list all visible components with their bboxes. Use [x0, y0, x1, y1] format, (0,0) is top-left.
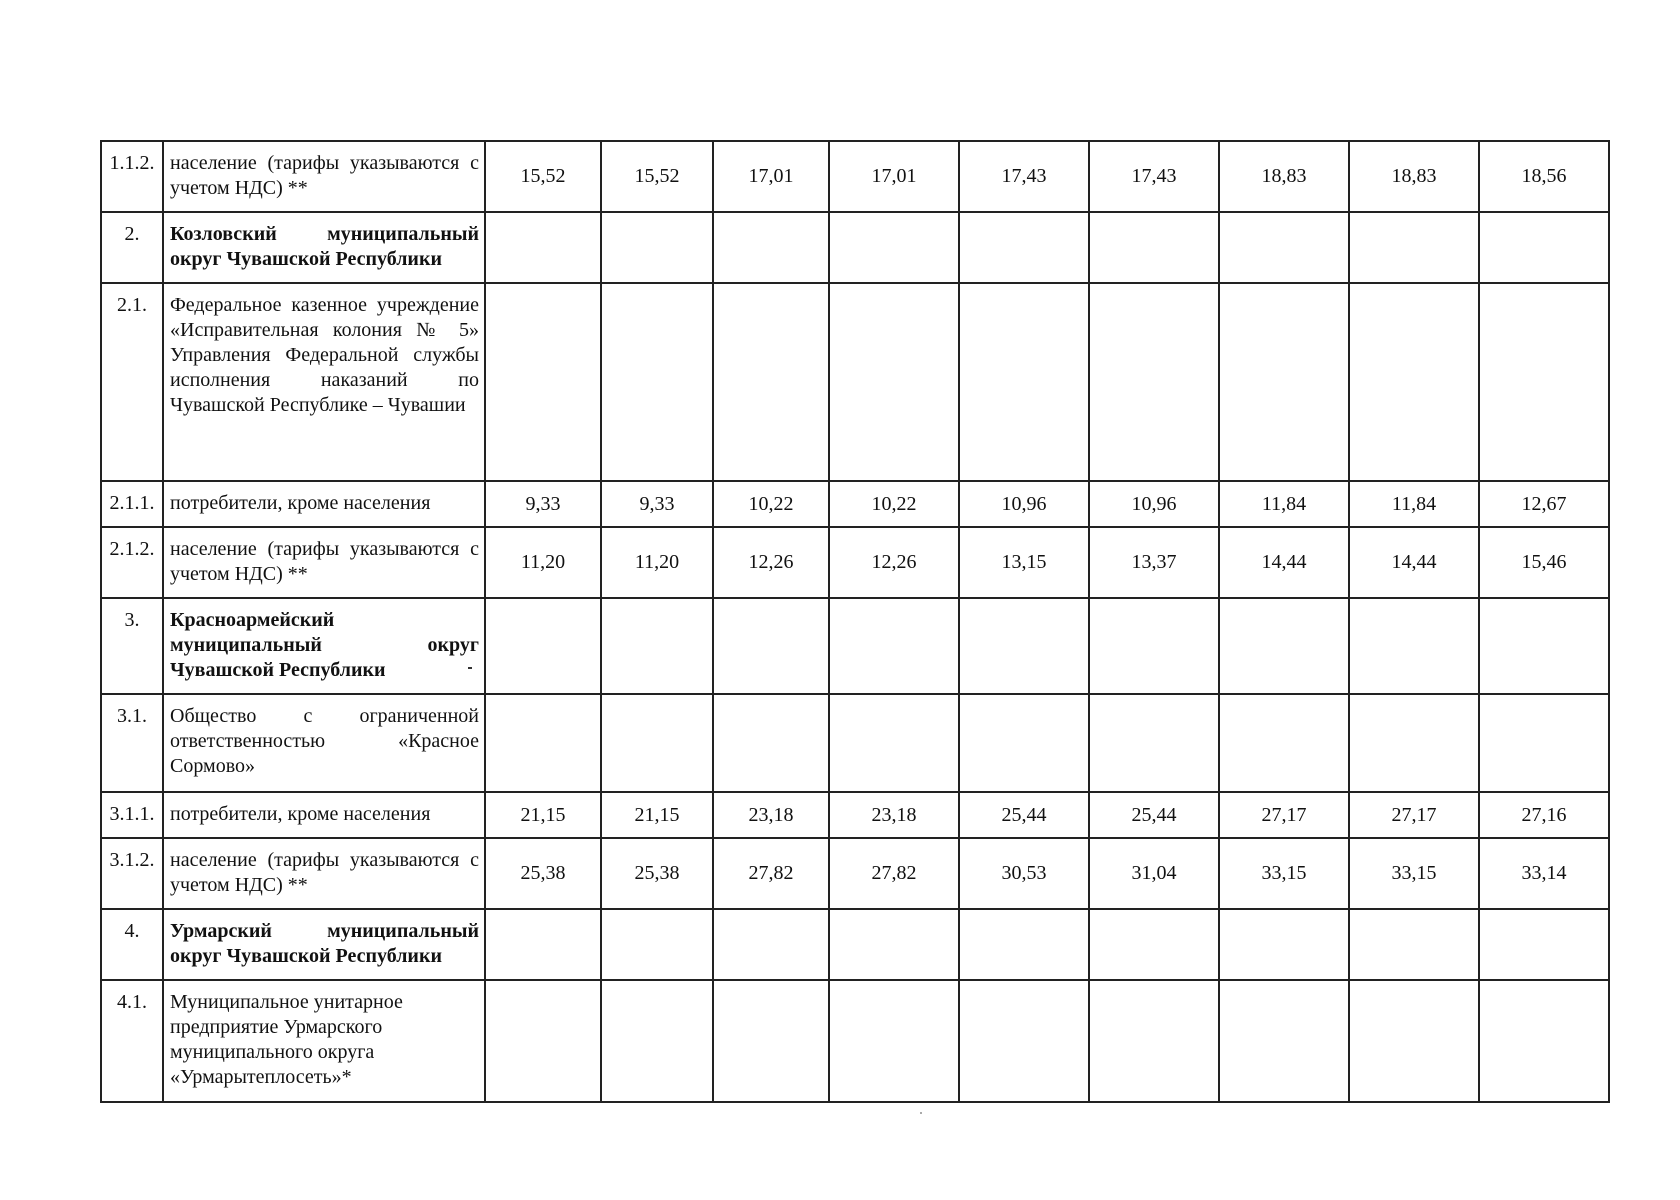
tariff-value: [1219, 694, 1349, 792]
tariff-value: [713, 283, 829, 481]
row-number: 3.1.: [101, 694, 163, 792]
tariff-value: 17,01: [829, 141, 959, 212]
tariff-value: [485, 694, 601, 792]
tariff-value: [829, 980, 959, 1102]
tariff-value: 25,38: [485, 838, 601, 909]
tariff-value: [1479, 694, 1609, 792]
tariff-value: [1089, 909, 1219, 980]
tariff-value: [1219, 283, 1349, 481]
tariff-value: [713, 909, 829, 980]
tariff-value: [1349, 694, 1479, 792]
tariff-value: 13,15: [959, 527, 1089, 598]
table-row: [101, 694, 1609, 792]
tariff-value: [485, 980, 601, 1102]
tariff-value: [485, 283, 601, 481]
tariff-value: [601, 598, 713, 694]
tariff-value: [1219, 980, 1349, 1102]
row-number: 4.1.: [101, 980, 163, 1102]
tariff-value: 33,14: [1479, 838, 1609, 909]
tariff-value: [1219, 909, 1349, 980]
row-name: Федеральное казенное учреждение «Исправительная колония № 5» Управления Федеральной службы исполнения наказаний по Чувашской Республике – Чувашии: [163, 283, 485, 481]
tariff-value: [829, 909, 959, 980]
tariff-value: 11,20: [601, 527, 713, 598]
tariff-value: [713, 212, 829, 283]
tariff-value: [1349, 212, 1479, 283]
tariff-value: [713, 598, 829, 694]
tariff-value: [1219, 598, 1349, 694]
table-row: [101, 283, 1609, 481]
table-row: [101, 838, 1609, 909]
row-name: потребители, кроме населения: [163, 481, 485, 527]
tariff-value: [959, 980, 1089, 1102]
tariff-value: 15,52: [485, 141, 601, 212]
tariff-value: 15,52: [601, 141, 713, 212]
tariff-value: 27,82: [713, 838, 829, 909]
tariff-value: 10,96: [1089, 481, 1219, 527]
tariff-value: [1479, 212, 1609, 283]
tariff-value: [1349, 980, 1479, 1102]
tariff-value: 11,84: [1349, 481, 1479, 527]
row-number: 3.1.1.: [101, 792, 163, 838]
tariff-value: [485, 909, 601, 980]
scan-speck: [920, 1112, 922, 1114]
tariff-value: [959, 283, 1089, 481]
tariff-value: [485, 212, 601, 283]
tariff-value: [829, 694, 959, 792]
tariff-table-body: [101, 141, 1609, 1102]
scan-speck: [468, 667, 472, 669]
row-number: 2.1.1.: [101, 481, 163, 527]
tariff-value: 30,53: [959, 838, 1089, 909]
tariff-value: [959, 212, 1089, 283]
tariff-value: [713, 694, 829, 792]
row-name: Красноармейский муниципальный округ Чувашской Республики: [163, 598, 485, 694]
tariff-value: 17,01: [713, 141, 829, 212]
tariff-value: 33,15: [1349, 838, 1479, 909]
tariff-value: 21,15: [601, 792, 713, 838]
tariff-value: [1089, 980, 1219, 1102]
row-number: 4.: [101, 909, 163, 980]
tariff-value: [959, 598, 1089, 694]
table-row: [101, 212, 1609, 283]
tariff-value: 25,38: [601, 838, 713, 909]
table-row: [101, 141, 1609, 212]
tariff-value: 25,44: [1089, 792, 1219, 838]
tariff-value: 31,04: [1089, 838, 1219, 909]
tariff-value: [1349, 598, 1479, 694]
tariff-value: [601, 909, 713, 980]
tariff-value: [829, 598, 959, 694]
tariff-value: [713, 980, 829, 1102]
row-name: Муниципальное унитарное предприятие Урмарского муниципального округа «Урмарытеплосеть»*: [163, 980, 485, 1102]
table-row: [101, 481, 1609, 527]
tariff-value: [1219, 212, 1349, 283]
tariff-value: [829, 212, 959, 283]
tariff-value: 17,43: [1089, 141, 1219, 212]
tariff-value: [601, 694, 713, 792]
row-name: потребители, кроме населения: [163, 792, 485, 838]
tariff-value: 18,83: [1219, 141, 1349, 212]
tariff-value: 12,26: [829, 527, 959, 598]
row-name: население (тарифы указываются с учетом НДС) **: [163, 141, 485, 212]
tariff-value: [959, 694, 1089, 792]
tariff-value: 10,22: [713, 481, 829, 527]
tariff-value: 27,82: [829, 838, 959, 909]
row-number: 1.1.2.: [101, 141, 163, 212]
tariff-value: [601, 980, 713, 1102]
tariff-value: 23,18: [713, 792, 829, 838]
tariff-value: [1349, 283, 1479, 481]
tariff-value: 14,44: [1219, 527, 1349, 598]
tariff-value: [1089, 598, 1219, 694]
tariff-value: 33,15: [1219, 838, 1349, 909]
tariff-value: [1479, 283, 1609, 481]
table-row: [101, 598, 1609, 694]
tariff-value: 10,22: [829, 481, 959, 527]
row-number: 2.1.: [101, 283, 163, 481]
row-number: 3.: [101, 598, 163, 694]
tariff-value: 27,16: [1479, 792, 1609, 838]
tariff-value: [1089, 283, 1219, 481]
tariff-value: [1479, 909, 1609, 980]
tariff-value: [1479, 598, 1609, 694]
tariff-value: 14,44: [1349, 527, 1479, 598]
tariff-value: 9,33: [601, 481, 713, 527]
tariff-value: 11,84: [1219, 481, 1349, 527]
tariff-value: 25,44: [959, 792, 1089, 838]
tariff-value: 12,67: [1479, 481, 1609, 527]
tariff-value: 27,17: [1349, 792, 1479, 838]
row-number: 3.1.2.: [101, 838, 163, 909]
tariff-value: [601, 283, 713, 481]
row-name: Урмарский муниципальный округ Чувашской Республики: [163, 909, 485, 980]
tariff-value: 12,26: [713, 527, 829, 598]
tariff-value: 18,83: [1349, 141, 1479, 212]
tariff-table: [100, 140, 1610, 1103]
table-row: [101, 980, 1609, 1102]
table-row: [101, 527, 1609, 598]
tariff-value: 17,43: [959, 141, 1089, 212]
tariff-value: 21,15: [485, 792, 601, 838]
row-name: Общество с ограниченной ответственностью «Красное Сормово»: [163, 694, 485, 792]
tariff-value: 18,56: [1479, 141, 1609, 212]
table-row: [101, 909, 1609, 980]
tariff-value: [959, 909, 1089, 980]
tariff-value: 13,37: [1089, 527, 1219, 598]
tariff-value: 10,96: [959, 481, 1089, 527]
tariff-value: [1089, 212, 1219, 283]
table-row: [101, 792, 1609, 838]
row-name: население (тарифы указываются с учетом НДС) **: [163, 838, 485, 909]
tariff-value: [1349, 909, 1479, 980]
tariff-value: [485, 598, 601, 694]
row-number: 2.1.2.: [101, 527, 163, 598]
row-number: 2.: [101, 212, 163, 283]
tariff-value: 15,46: [1479, 527, 1609, 598]
tariff-value: 9,33: [485, 481, 601, 527]
row-name: население (тарифы указываются с учетом НДС) **: [163, 527, 485, 598]
row-name: Козловский муниципальный округ Чувашской Республики: [163, 212, 485, 283]
tariff-value: [829, 283, 959, 481]
tariff-value: 27,17: [1219, 792, 1349, 838]
tariff-value: [1479, 980, 1609, 1102]
tariff-value: [601, 212, 713, 283]
tariff-value: 23,18: [829, 792, 959, 838]
tariff-value: 11,20: [485, 527, 601, 598]
tariff-value: [1089, 694, 1219, 792]
